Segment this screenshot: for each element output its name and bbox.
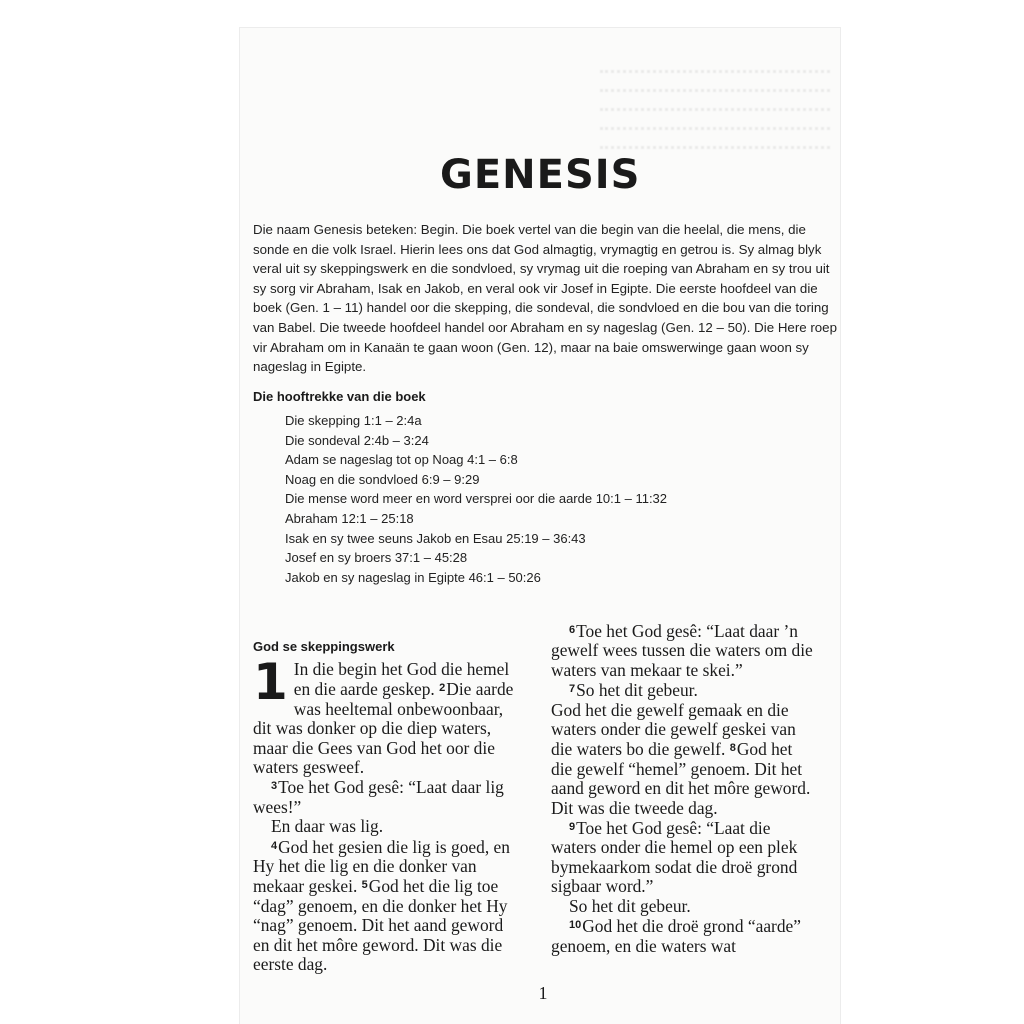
- verse-number: 5: [361, 879, 368, 892]
- outline-item: Die mense word meer en word versprei oor die aarde 10:1 – 11:32: [285, 491, 668, 507]
- verse-3: [253, 777, 515, 817]
- scripture-column-left: [253, 653, 515, 975]
- verse-text: God het die gewelf “hemel” genoem. Dit het aand geword en dit het môre geword. Dit was die tweede dag.: [551, 739, 811, 818]
- outline-list: [285, 411, 667, 587]
- verse-6: [551, 621, 813, 680]
- verse-4-5: [253, 837, 515, 975]
- chapter-number: 1: [253, 653, 288, 711]
- verse-text: Toe het God gesê: “Laat daar ’n gewelf wees tussen die waters om die waters van mekaar te skei.”: [551, 621, 813, 680]
- verse-9-result: So het dit gebeur.: [569, 895, 691, 916]
- verse-number: 9: [569, 821, 576, 834]
- verse-text: So het dit gebeur.: [576, 680, 698, 701]
- section-heading: God se skeppingswerk: [253, 639, 395, 654]
- verse-number: 3: [271, 780, 278, 793]
- book-introduction: Die naam Genesis beteken: Begin. Die boek vertel van die begin van die heelal, die mens, die sonde en die volk Israel. Hierin lees ons dat God almagtig, vrymagtig en getrou is. Sy almag blyk veral uit sy skeppingswerk en die sondvloed, sy vrymag uit die roeping van Abraham en sy trou uit sy sorg vir Abraham, Isak en Jakob, en veral ook vir Josef in Egipte. Die eerste hoofdeel van die boek (Gen. 1 – 11) handel oor die skepping, die sondeval, die sondvloed en die bou van die toring van Babel. Die tweede hoofdeel handel oor Abraham en sy nageslag (Gen. 12 – 50). Die Here roep vir Abraham om in Kanaän te gaan woon (Gen. 12), maar na baie omswerwinge gaan woon sy nageslag in Egipte.: [253, 222, 837, 375]
- outline-item: Die skepping 1:1 – 2:4a: [285, 413, 422, 428]
- scripture-column-right: [551, 621, 813, 956]
- verse-text: God het gesien die lig is goed, en Hy het die lig en die donker van mekaar geskei.: [253, 836, 510, 897]
- outline-item: Noag en die sondvloed 6:9 – 9:29: [285, 471, 480, 487]
- verse-text: Toe het God gesê: “Laat daar lig wees!”: [253, 777, 504, 817]
- outline-item: Abraham 12:1 – 25:18: [285, 510, 414, 526]
- verse-text: God het die lig toe “dag” genoem, en die donker het Hy “nag” genoem. Dit het aand geword en dit het môre geword. Dit was die eerste dag.: [253, 876, 508, 975]
- verse-text: God het die droë grond “aarde” genoem, en die waters wat: [551, 916, 801, 956]
- verse-text: Toe het God gesê: “Laat die waters onder die hemel op een plek bymekaarkom sodat die droë grond sigbaar word.”: [551, 818, 798, 897]
- verse-number: 4: [271, 839, 278, 852]
- verse-number: 7: [569, 683, 576, 696]
- outline-item: Die sondeval 2:4b – 3:24: [285, 432, 429, 448]
- verse-text: God het die gewelf gemaak en die waters onder die gewelf geskei van die waters bo die gewelf.: [551, 699, 796, 760]
- outline-item: Adam se nageslag tot op Noag 4:1 – 6:8: [285, 452, 518, 468]
- verse-1-2: [253, 653, 515, 778]
- verse-7-8: [551, 701, 813, 818]
- page-number: 1: [538, 983, 548, 1003]
- verse-number: 8: [729, 742, 736, 755]
- verse-9: [551, 818, 813, 897]
- verse-number: 2: [439, 682, 446, 695]
- verse-text: Die aarde was heeltemal onbewoonbaar, dit was donker op die diep waters, maar die Gees van God het oor die waters gesweef.: [253, 679, 514, 778]
- verse-7: [551, 680, 813, 700]
- verse-3-result: En daar was lig.: [271, 816, 384, 837]
- outline-item: Josef en sy broers 37:1 – 45:28: [285, 550, 468, 566]
- verse-10: [551, 916, 813, 956]
- verse-number: 10: [569, 919, 582, 932]
- outline-heading: Die hooftrekke van die boek: [253, 389, 426, 404]
- verse-text: In die begin het God die hemel en die aarde geskep.: [293, 659, 510, 700]
- outline-item: Isak en sy twee seuns Jakob en Esau 25:19 – 36:43: [285, 530, 586, 546]
- outline-item: Jakob en sy nageslag in Egipte 46:1 – 50:26: [285, 569, 541, 585]
- book-title: GENESIS: [440, 152, 641, 198]
- verse-number: 6: [569, 624, 576, 636]
